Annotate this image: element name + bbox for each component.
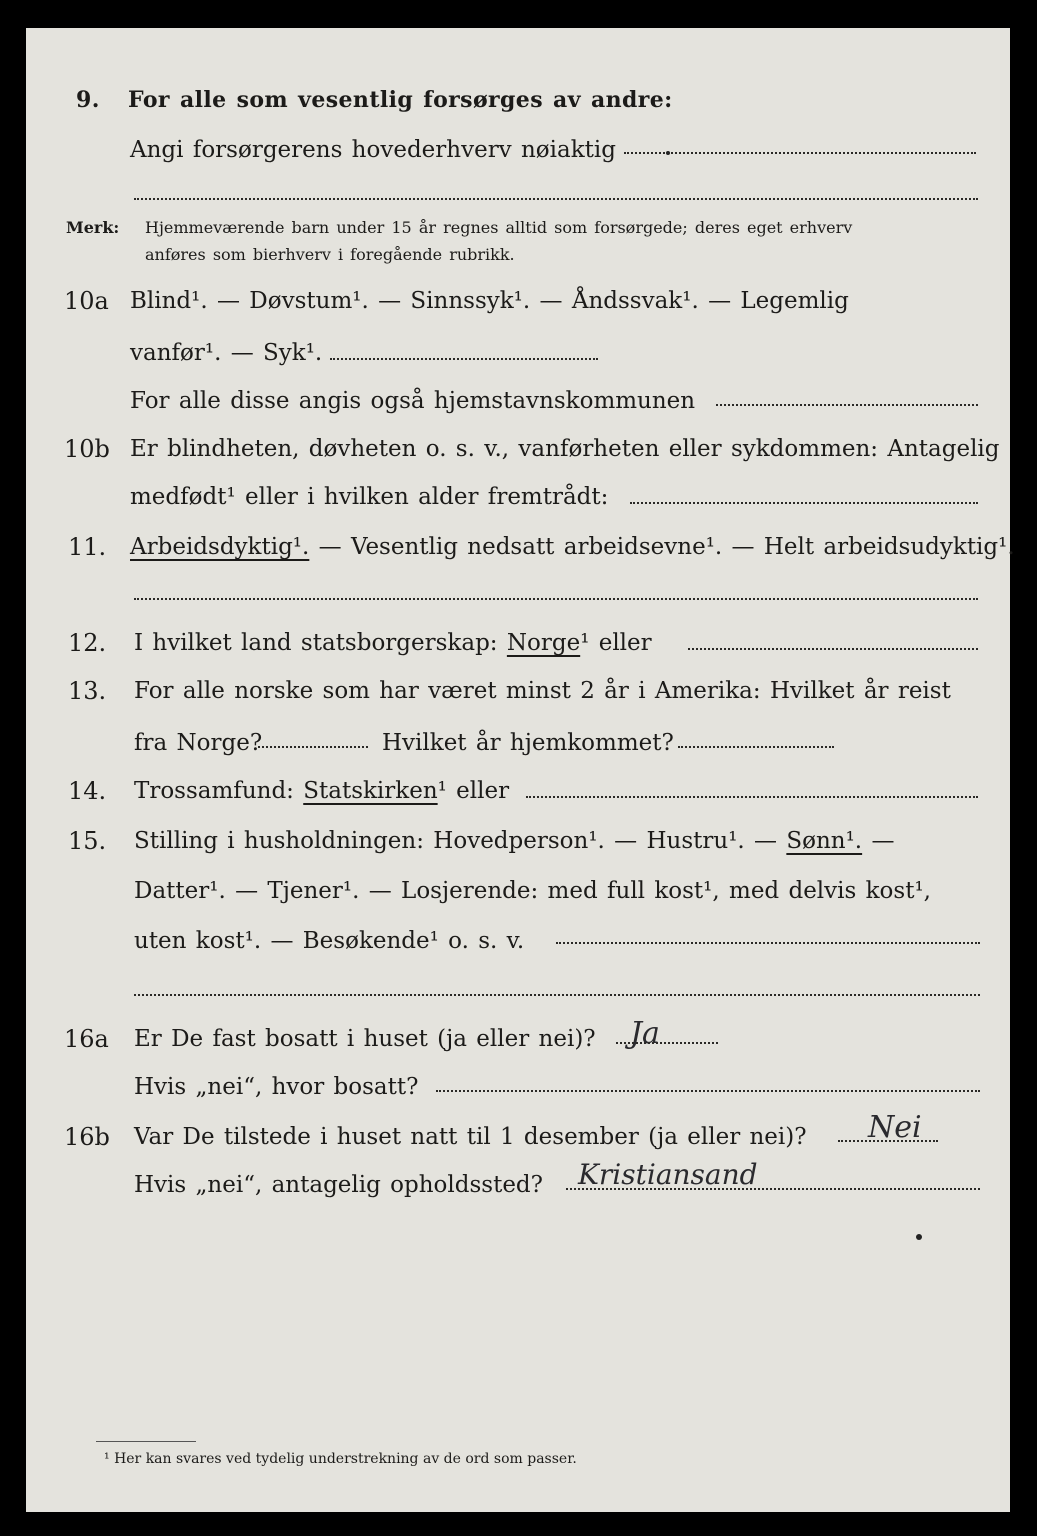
q12-norge-underlined: Norge [506, 630, 581, 656]
q14-post: ¹ eller [437, 778, 510, 804]
q10b-line2: medfødt¹ eller i hvilken alder fremtrådt: [130, 484, 609, 510]
q16a-bosatt-line[interactable] [436, 1090, 980, 1092]
q13-number: 13. [68, 677, 107, 705]
q11-answer-line[interactable] [134, 598, 978, 600]
q10a-line2: vanfør¹. — Syk¹. [130, 340, 323, 366]
q14-statskirken-underlined: Statskirken [303, 778, 438, 804]
q16a-line2: Hvis „nei“, hvor bosatt? [134, 1074, 419, 1100]
q16a-number: 16a [64, 1025, 109, 1053]
q15-line1 [134, 826, 894, 856]
merk-label: Merk: [66, 218, 120, 237]
q10a-syk-line[interactable] [330, 358, 598, 360]
merk-line2: anføres som bierhverv i foregående rubrikk. [145, 245, 515, 264]
q11-number: 11. [68, 533, 107, 561]
ink-dot [916, 1234, 922, 1240]
q10b-number: 10b [64, 435, 110, 463]
q14-answer-line[interactable] [526, 796, 978, 798]
q14-number: 14. [68, 777, 107, 805]
q15-line1-post: — [871, 828, 895, 854]
q10b-answer-line[interactable] [630, 502, 978, 504]
q16b-line1: Var De tilstede i huset natt til 1 desember (ja eller nei)? [134, 1124, 807, 1150]
q9-answer-line-2[interactable] [134, 198, 978, 200]
q12-line [134, 628, 652, 658]
q10a-line1: Blind¹. — Døvstum¹. — Sinnssyk¹. — Åndssvak¹. — Legemlig [130, 288, 849, 314]
q12-post: ¹ eller [580, 630, 652, 656]
q10a-line3: For alle disse angis også hjemstavnskommunen [130, 388, 696, 414]
q10a-hjemstavn-line[interactable] [716, 404, 978, 406]
q15-line3: uten kost¹. — Besøkende¹ o. s. v. [134, 928, 525, 954]
q13-line2b: Hvilket år hjemkommet? [382, 730, 674, 756]
q11-rest: — Vesentlig nedsatt arbeidsevne¹. — Helt arbeidsudyktig¹. [318, 534, 1015, 560]
q16a-answer-line[interactable] [616, 1042, 718, 1044]
q15-answer-line[interactable] [556, 942, 980, 944]
q13-hjemkommet-line[interactable] [678, 746, 834, 748]
q12-pre: I hvilket land statsborgerskap: [134, 630, 498, 656]
q16b-opholdssted-line[interactable] [566, 1188, 980, 1190]
q12-number: 12. [68, 629, 107, 657]
q14-line [134, 776, 509, 806]
q16b-handwritten-place: Kristiansand [578, 1158, 758, 1191]
q15-answer-line-2[interactable] [134, 994, 980, 996]
q16b-answer-line[interactable] [838, 1140, 938, 1142]
q13-line2a: fra Norge? [134, 730, 263, 756]
q14-pre: Trossamfund: [134, 778, 294, 804]
q15-sonn-underlined: Sønn¹. [786, 828, 863, 854]
q16b-line2: Hvis „nei“, antagelig opholdssted? [134, 1172, 543, 1198]
q15-number: 15. [68, 827, 107, 855]
q16a-line1: Er De fast bosatt i huset (ja eller nei)? [134, 1026, 596, 1052]
footnote-rule [96, 1441, 196, 1442]
q10a-number: 10a [64, 287, 109, 315]
q11-arbeidsdyktig-underlined: Arbeidsdyktig¹. [130, 534, 310, 560]
q13-line1: For alle norske som har været minst 2 år i Amerika: Hvilket år reist [134, 678, 951, 704]
q13-reist-line[interactable] [258, 746, 368, 748]
q12-answer-line[interactable] [688, 648, 978, 650]
merk-line1: Hjemmeværende barn under 15 år regnes alltid som forsørgede; deres eget erhverv [145, 218, 853, 237]
q9-number: 9. [76, 87, 100, 113]
q9-heading: For alle som vesentlig forsørges av andre: [128, 87, 673, 113]
q16b-handwritten-answer: Nei [868, 1110, 922, 1145]
footnote: ¹ Her kan svares ved tydelig understrekning av de ord som passer. [104, 1451, 577, 1467]
q16a-handwritten-answer: Ja [630, 1016, 660, 1051]
q10b-line1: Er blindheten, døvheten o. s. v., vanførheten eller sykdommen: Antagelig [130, 436, 1000, 462]
q16b-number: 16b [64, 1123, 110, 1151]
q15-line2: Datter¹. — Tjener¹. — Losjerende: med full kost¹, med delvis kost¹, [134, 878, 931, 904]
q11-line [130, 532, 1015, 562]
q9-line1: Angi forsørgerens hovederhverv nøiaktig [130, 137, 616, 163]
q9-answer-line[interactable] [624, 152, 976, 154]
ink-dot-small [666, 151, 670, 155]
census-form-page [26, 28, 1015, 1512]
q15-line1-pre: Stilling i husholdningen: Hovedperson¹. — Hustru¹. — [134, 828, 778, 854]
